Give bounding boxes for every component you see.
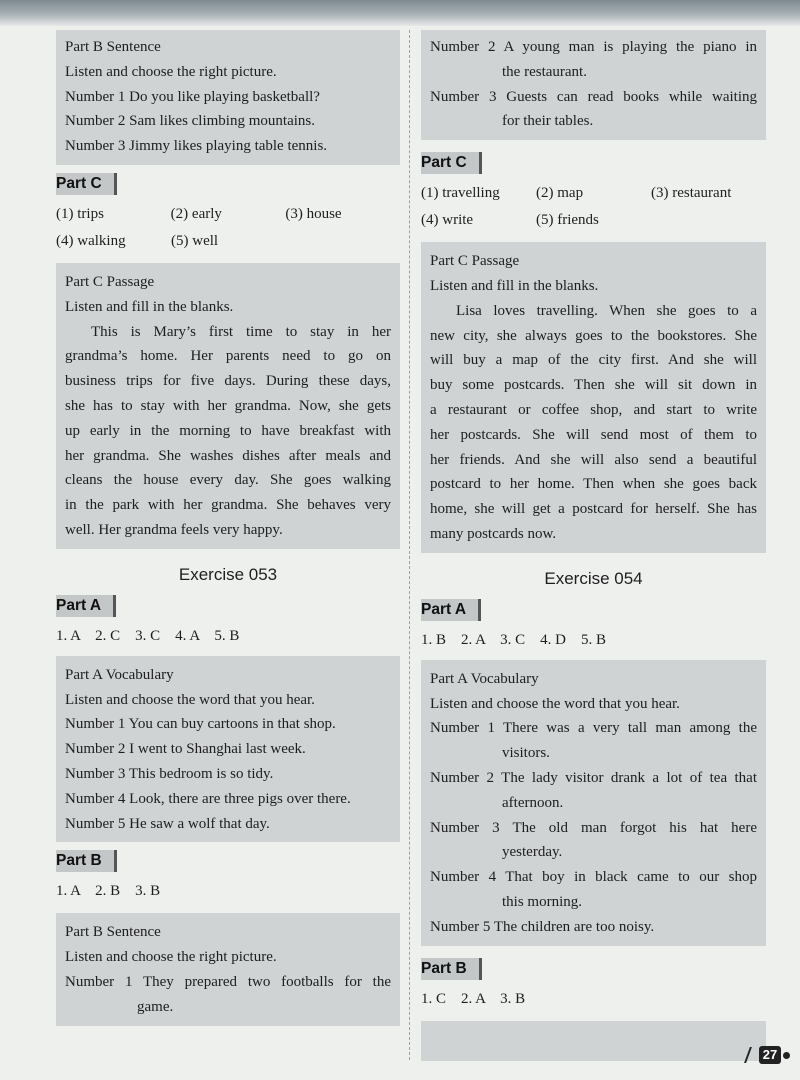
box-line: yesterday. (502, 844, 563, 861)
box-line: Number 1 Do you like playing basketball? (65, 88, 320, 105)
passage-line: her friends. And she will also send a beautiful (430, 451, 757, 468)
box-line: Part A Vocabulary (430, 670, 539, 687)
box-line: the restaurant. (502, 63, 587, 80)
answer: (1) trips (56, 205, 104, 222)
part-c-answers (421, 180, 766, 234)
answer: (5) friends (536, 212, 599, 229)
passage-line: many postcards now. (430, 525, 557, 542)
part-b-answers: 1. C 2. A 3. B (421, 990, 526, 1007)
passage-line: postcard to her home. Then when she goes back (430, 476, 757, 493)
part-a-vocabulary-box (56, 656, 400, 843)
left-column (56, 30, 400, 1026)
box-line: Listen and choose the word that you hear. (430, 695, 680, 712)
box-line: for their tables. (502, 113, 594, 130)
passage-line: she has to stay with her grandma. Now, she gets (65, 397, 391, 414)
answer: (4) write (421, 212, 474, 229)
answer: (2) early (170, 205, 222, 222)
top-edge-band (0, 0, 800, 26)
box-line: Number 3 The old man forgot his hat here (430, 819, 757, 836)
part-c-heading (421, 152, 766, 174)
exercise-title: Exercise 053 (178, 564, 278, 584)
page-number-label: 27 (759, 1046, 781, 1064)
part-a-answers: 1. B 2. A 3. C 4. D 5. B (421, 631, 607, 648)
box-line: Listen and choose the right picture. (65, 63, 277, 80)
box-line: game. (137, 998, 174, 1015)
part-label: Part B (421, 958, 482, 980)
part-a-answers: 1. A 2. C 3. C 4. A 5. B (56, 627, 240, 644)
part-a-heading (56, 595, 400, 617)
part-label: Part B (56, 850, 117, 872)
box-line: Listen and fill in the blanks. (430, 277, 599, 294)
box-line: Number 1 They prepared two footballs for the (65, 973, 391, 990)
box-line: Number 4 Look, there are three pigs over there. (65, 790, 351, 807)
passage-line: in the park with her grandma. She behaves very (65, 497, 391, 514)
part-a-heading (421, 599, 766, 621)
box-line: Number 4 That boy in black came to our shop (430, 869, 757, 886)
passage-line: her postcards. She will send most of them to (430, 426, 757, 443)
box-line: Listen and fill in the blanks. (65, 298, 234, 315)
box-line: Number 2 I went to Shanghai last week. (65, 741, 306, 758)
passage-line: Lisa loves travelling. When she goes to a (456, 302, 757, 319)
part-a-vocabulary-box (421, 660, 766, 946)
box-line: Number 1 There was a very tall man among the (430, 720, 757, 737)
answer: (3) restaurant (651, 185, 732, 202)
part-c-heading (56, 173, 400, 195)
column-divider (409, 30, 410, 1060)
passage-line: home, she will get a postcard for herself. She has (430, 501, 757, 518)
part-label: Part A (421, 599, 481, 621)
box-line: Number 2 The lady visitor drank a lot of tea that (430, 769, 757, 786)
part-b-heading (421, 958, 766, 980)
passage-line: up early in the morning to have breakfast with (65, 422, 391, 439)
part-b-sentence-box (56, 913, 400, 1025)
box-line: Number 5 The children are too noisy. (430, 918, 655, 935)
part-c-passage-box (421, 242, 766, 553)
box-line: Number 2 A young man is playing the piano in (430, 39, 757, 55)
box-line: Number 3 Guests can read books while waiting (430, 88, 757, 105)
part-label: Part C (56, 173, 117, 195)
part-c-passage-box (56, 263, 400, 549)
box-line: Number 3 This bedroom is so tidy. (65, 765, 274, 782)
part-b-heading (56, 850, 400, 872)
answer: (4) walking (56, 232, 126, 249)
part-b-sentence-box (56, 30, 400, 165)
part-b-sentence-continued-box (421, 30, 766, 140)
passage-line: well. Her grandma feels very happy. (65, 521, 283, 538)
answer: (3) house (285, 205, 342, 222)
passage-line: a restaurant or coffee shop, and start to write (430, 401, 757, 418)
right-column (421, 30, 766, 1061)
box-line: afternoon. (502, 794, 564, 811)
part-b-answers: 1. A 2. B 3. B (56, 883, 161, 900)
answer: (5) well (171, 232, 219, 249)
box-line: Part C Passage (65, 273, 155, 290)
box-line: Part A Vocabulary (65, 666, 174, 683)
answer: (1) travelling (421, 185, 500, 202)
passage-line: cleans the house every day. She goes walking (65, 472, 391, 489)
passage-line: her grandma. She washes dishes after meals and (65, 447, 391, 464)
box-line: Part B Sentence (65, 924, 161, 941)
box-line: Number 1 You can buy cartoons in that shop. (65, 716, 336, 733)
box-line: this morning. (502, 893, 583, 910)
part-label: Part A (56, 595, 116, 617)
passage-line: grandma’s home. Her parents need to go on (65, 348, 391, 365)
passage-line: buy some postcards. Then she will sit down in (430, 377, 757, 394)
exercise-title: Exercise 054 (544, 568, 643, 588)
box-line: visitors. (502, 745, 550, 762)
empty-continuation-box (421, 1021, 766, 1061)
page-number-dot (783, 1052, 790, 1059)
box-line: Number 5 He saw a wolf that day. (65, 815, 270, 832)
box-line: Part B Sentence (65, 39, 161, 55)
part-label: Part C (421, 152, 482, 174)
box-line: Number 2 Sam likes climbing mountains. (65, 113, 315, 130)
part-c-answers (56, 201, 400, 255)
box-line: Number 3 Jimmy likes playing table tennis. (65, 138, 328, 155)
passage-line: new city, she always goes to the bookstores. She (430, 327, 757, 344)
answer: (2) map (536, 185, 584, 202)
box-line: Listen and choose the word that you hear. (65, 691, 315, 708)
passage-line: This is Mary’s first time to stay in her (91, 323, 391, 340)
passage-line: business trips for five days. During these days, (65, 373, 391, 390)
box-line: Listen and choose the right picture. (65, 949, 277, 966)
box-line: Part C Passage (430, 253, 520, 270)
page-number (745, 1043, 789, 1067)
passage-line: will buy a map of the city first. And she will (430, 352, 757, 369)
